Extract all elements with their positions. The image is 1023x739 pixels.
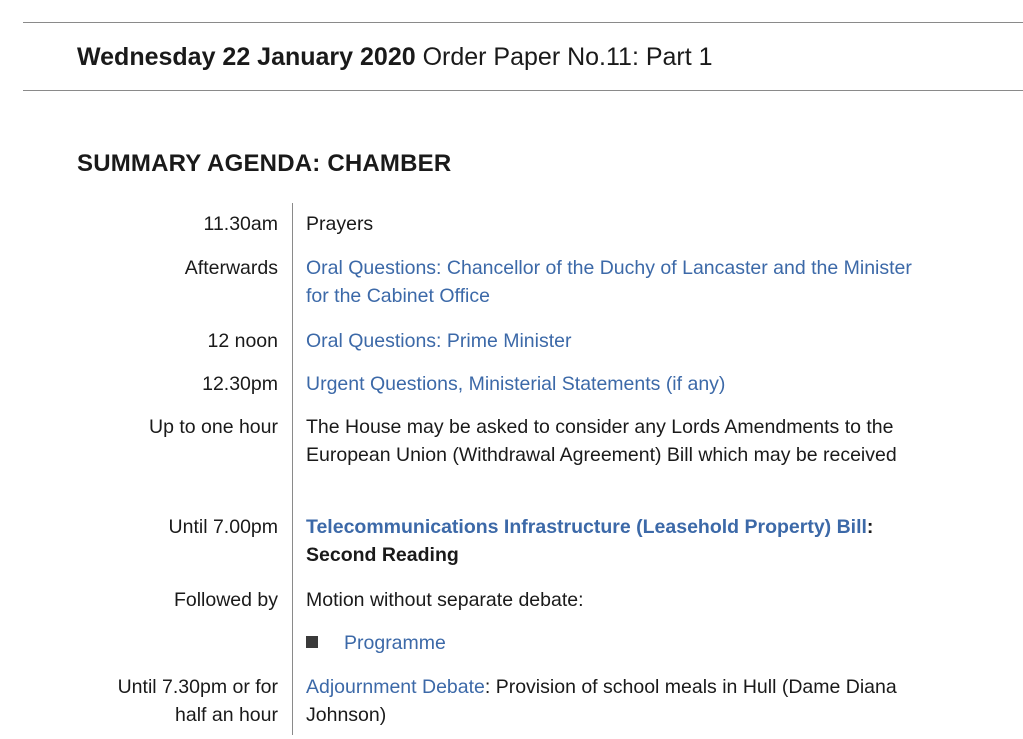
agenda-description: The House may be asked to consider any Lords Amendments to the European Union (Withdrawal Agreement) Bill which may be received xyxy=(306,416,897,466)
header-date: Wednesday 22 January 2020 xyxy=(77,43,416,71)
agenda-time: 12 noon xyxy=(207,330,278,352)
agenda-time-line2: half an hour xyxy=(175,704,278,726)
agenda-time: Until 7.00pm xyxy=(168,516,278,538)
oral-questions-cabinet-office-link[interactable]: Oral Questions: Chancellor of the Duchy of Lancaster and the Minister for the Cabinet Office xyxy=(306,257,912,307)
second-reading-label: Second Reading xyxy=(306,544,459,566)
agenda-description: Motion without separate debate: xyxy=(306,589,584,611)
agenda-time xyxy=(118,673,278,729)
agenda-time: 11.30am xyxy=(203,213,278,235)
urgent-questions-link[interactable]: Urgent Questions, Ministerial Statements (if any) xyxy=(306,373,726,395)
agenda-description: Prayers xyxy=(306,213,374,235)
agenda-time: Afterwards xyxy=(184,257,278,279)
top-rule xyxy=(23,22,1023,23)
section-title: SUMMARY AGENDA: CHAMBER xyxy=(77,150,452,177)
header-bottom-rule xyxy=(23,90,1023,91)
bill-colon: : xyxy=(866,516,874,538)
square-bullet-icon xyxy=(306,636,318,648)
telecommunications-bill-link[interactable]: Telecommunications Infrastructure (Leasehold Property) Bill xyxy=(306,516,867,538)
adjournment-debate-link[interactable]: Adjournment Debate xyxy=(306,676,485,698)
agenda-time: Up to one hour xyxy=(148,416,278,438)
agenda-time: 12.30pm xyxy=(202,373,278,395)
agenda-time: Followed by xyxy=(173,589,278,611)
oral-questions-pm-link[interactable]: Oral Questions: Prime Minister xyxy=(306,330,572,352)
adjournment-debate-description: : Provision of school meals in Hull (Dame Diana Johnson) xyxy=(306,676,897,726)
header-title: Order Paper No.11: Part 1 xyxy=(422,43,713,71)
programme-link[interactable]: Programme xyxy=(344,632,446,654)
page-header xyxy=(77,40,713,74)
agenda-time-line1: Until 7.30pm or for xyxy=(117,676,278,698)
agenda-divider xyxy=(292,203,293,735)
